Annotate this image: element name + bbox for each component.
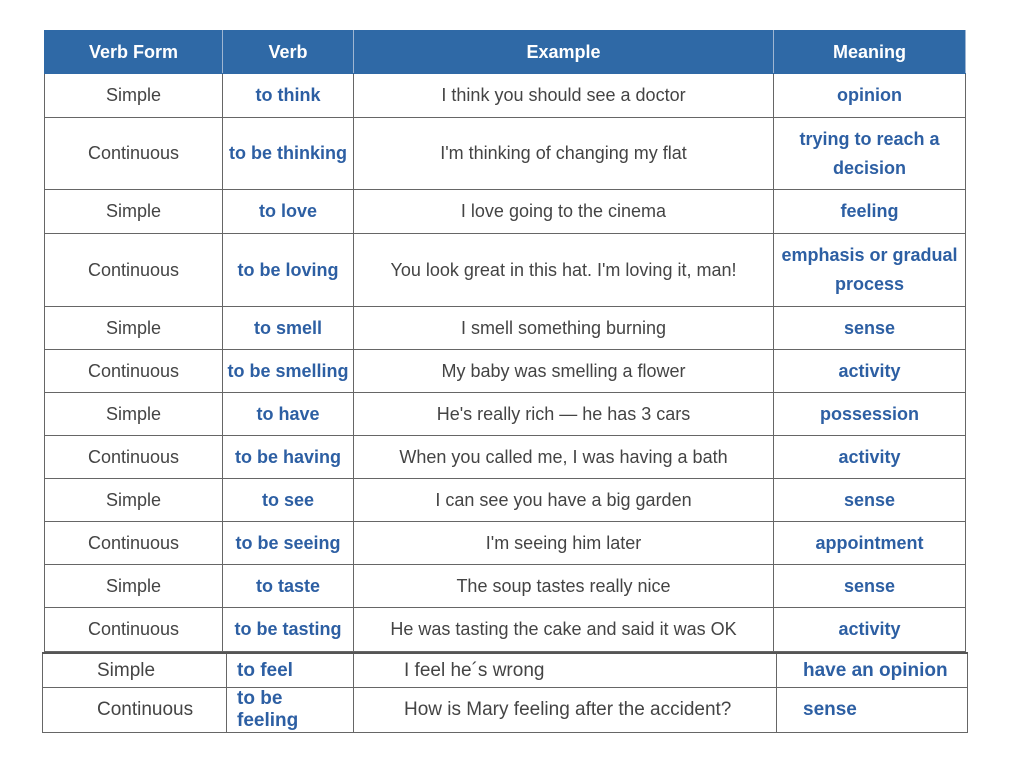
- table-row: [45, 234, 966, 307]
- cell-meaning: feeling: [774, 190, 966, 234]
- cell-meaning: appointment: [774, 522, 966, 565]
- header-example: Example: [354, 31, 774, 74]
- cell-verb: to love: [223, 190, 354, 234]
- cell-meaning: opinion: [774, 74, 966, 118]
- cell-verb: to see: [223, 479, 354, 522]
- cell-meaning: activity: [774, 436, 966, 479]
- cell-meaning: emphasis or gradual process: [774, 234, 966, 307]
- table-row: [43, 688, 968, 733]
- cell-form: Continuous: [45, 436, 223, 479]
- cell-example: My baby was smelling a flower: [354, 350, 774, 393]
- extra-verb-table: [42, 652, 968, 733]
- cell-example: I love going to the cinema: [354, 190, 774, 234]
- cell-example: You look great in this hat. I'm loving it, man!: [354, 234, 774, 307]
- cell-form: Continuous: [45, 522, 223, 565]
- cell-meaning: sense: [774, 307, 966, 350]
- cell-verb: to be having: [223, 436, 354, 479]
- table-row: [45, 350, 966, 393]
- cell-meaning: have an opinion: [777, 653, 968, 688]
- cell-form: Continuous: [45, 608, 223, 652]
- cell-form: Continuous: [45, 234, 223, 307]
- cell-example: I can see you have a big garden: [354, 479, 774, 522]
- cell-form: Simple: [45, 479, 223, 522]
- cell-example: I feel he´s wrong: [354, 653, 777, 688]
- table-row: [45, 307, 966, 350]
- cell-example: When you called me, I was having a bath: [354, 436, 774, 479]
- table-row: [45, 479, 966, 522]
- table-row: [45, 118, 966, 190]
- cell-form: Simple: [45, 74, 223, 118]
- table-row: [45, 522, 966, 565]
- cell-form: Simple: [45, 190, 223, 234]
- cell-meaning: sense: [774, 565, 966, 608]
- cell-meaning: activity: [774, 608, 966, 652]
- cell-example: He's really rich — he has 3 cars: [354, 393, 774, 436]
- header-meaning: Meaning: [774, 31, 966, 74]
- cell-verb: to be loving: [223, 234, 354, 307]
- cell-form: Simple: [45, 565, 223, 608]
- table-row: [45, 565, 966, 608]
- verb-forms-table: [44, 30, 966, 652]
- cell-form: Continuous: [43, 688, 227, 733]
- cell-example: The soup tastes really nice: [354, 565, 774, 608]
- cell-verb: to have: [223, 393, 354, 436]
- cell-meaning: sense: [774, 479, 966, 522]
- cell-verb: to be feeling: [227, 688, 354, 733]
- table-header-row: [45, 31, 966, 74]
- cell-meaning: activity: [774, 350, 966, 393]
- cell-example: I think you should see a doctor: [354, 74, 774, 118]
- cell-verb: to be smelling: [223, 350, 354, 393]
- cell-example: I smell something burning: [354, 307, 774, 350]
- cell-example: How is Mary feeling after the accident?: [354, 688, 777, 733]
- cell-meaning: sense: [777, 688, 968, 733]
- cell-verb: to feel: [227, 653, 354, 688]
- cell-meaning: possession: [774, 393, 966, 436]
- cell-verb: to be seeing: [223, 522, 354, 565]
- cell-verb: to be tasting: [223, 608, 354, 652]
- cell-verb: to be thinking: [223, 118, 354, 190]
- cell-meaning: trying to reach a decision: [774, 118, 966, 190]
- cell-verb: to think: [223, 74, 354, 118]
- table-row: [45, 608, 966, 652]
- table-row: [45, 393, 966, 436]
- table-row: [43, 653, 968, 688]
- table-row: [45, 74, 966, 118]
- cell-form: Continuous: [45, 350, 223, 393]
- header-verb-form: Verb Form: [45, 31, 223, 74]
- cell-example: He was tasting the cake and said it was OK: [354, 608, 774, 652]
- cell-form: Simple: [45, 307, 223, 350]
- cell-form: Simple: [45, 393, 223, 436]
- cell-form: Continuous: [45, 118, 223, 190]
- cell-form: Simple: [43, 653, 227, 688]
- header-verb: Verb: [223, 31, 354, 74]
- cell-verb: to taste: [223, 565, 354, 608]
- cell-verb: to smell: [223, 307, 354, 350]
- table-row: [45, 190, 966, 234]
- cell-example: I'm thinking of changing my flat: [354, 118, 774, 190]
- table-row: [45, 436, 966, 479]
- cell-example: I'm seeing him later: [354, 522, 774, 565]
